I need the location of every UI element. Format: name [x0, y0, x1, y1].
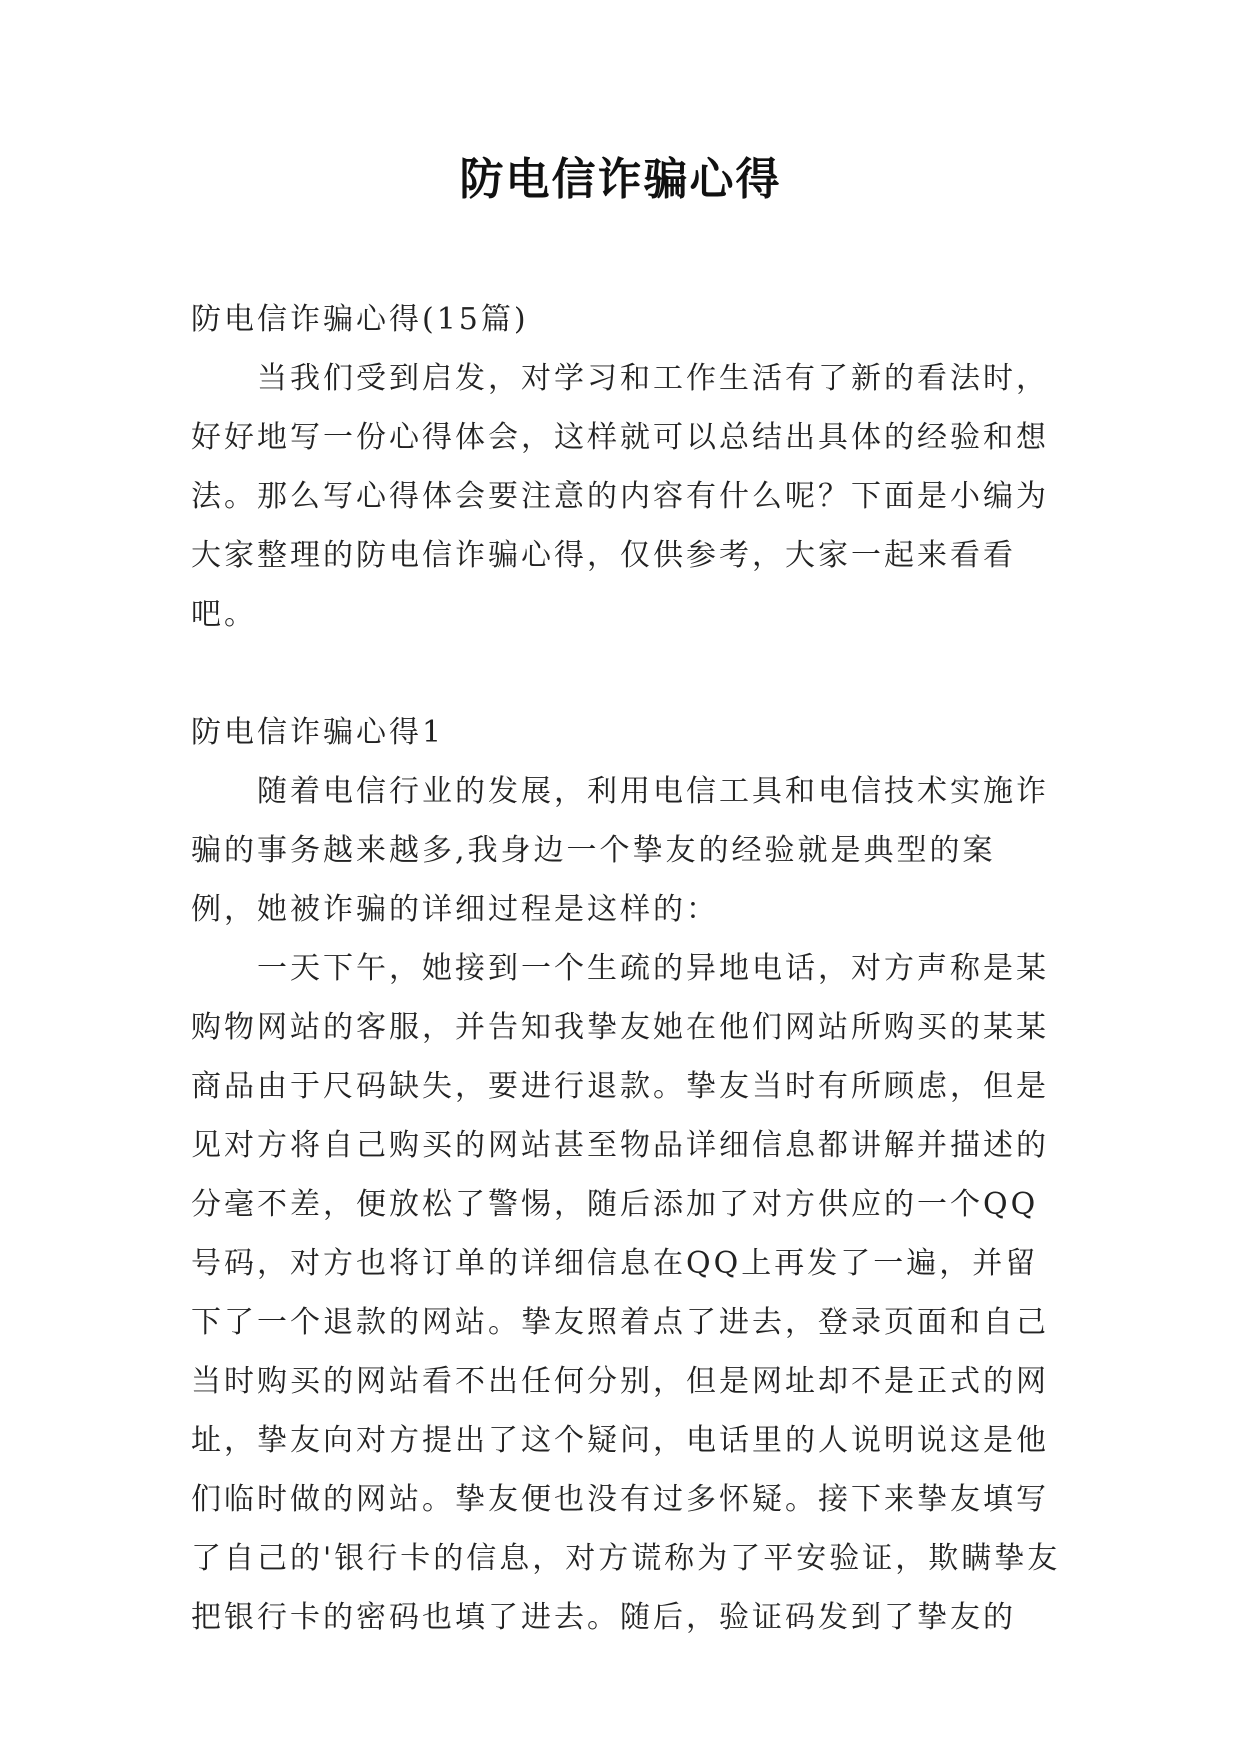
intro-paragraph: 当我们受到启发，对学习和工作生活有了新的看法时，好好地写一份心得体会，这样就可以总结出具体的经验和想法。那么写心得体会要注意的内容有什么呢？下面是小编为大家整理的防电信诈骗心得，仅供参考，大家一起来看看吧。 — [191, 361, 1049, 632]
body-paragraph: 随着电信行业的发展，利用电信工具和电信技术实施诈骗的事务越来越多,我身边一个挚友的经验就是典型的案例，她被诈骗的详细过程是这样的： — [191, 774, 1049, 927]
body-paragraph: 一天下午，她接到一个生疏的异地电话，对方声称是某购物网站的客服，并告知我挚友她在他们网站所购买的某某商品由于尺码缺失，要进行退款。挚友当时有所顾虑，但是见对方将自己购买的网站甚至物品详细信息都讲解并描述的分毫不差，便放松了警惕，随后添加了对方供应的一个QQ号码，对方也将订单的详细信息在QQ上再发了一遍，并留下了一个退款的网站。挚友照着点了进去，登录页面和自己当时购买的网站看不出任何分别，但是网址却不是正式的网址，挚友向对方提出了这个疑问，电话里的人说明说这是他们临时做的网站。挚友便也没有过多怀疑。接下来挚友填写了自己的'银行卡的信息，对方谎称为了平安验证，欺瞒挚友把银行卡的密码也填了进去。随后，验证码发到了挚友的 — [191, 951, 1061, 1635]
paragraph-spacer — [191, 644, 1061, 703]
document-subtitle: 防电信诈骗心得(15篇) — [191, 302, 529, 337]
page-title: 防电信诈骗心得 — [459, 154, 782, 205]
document-body — [191, 290, 1061, 1647]
section-heading: 防电信诈骗心得1 — [191, 715, 445, 750]
